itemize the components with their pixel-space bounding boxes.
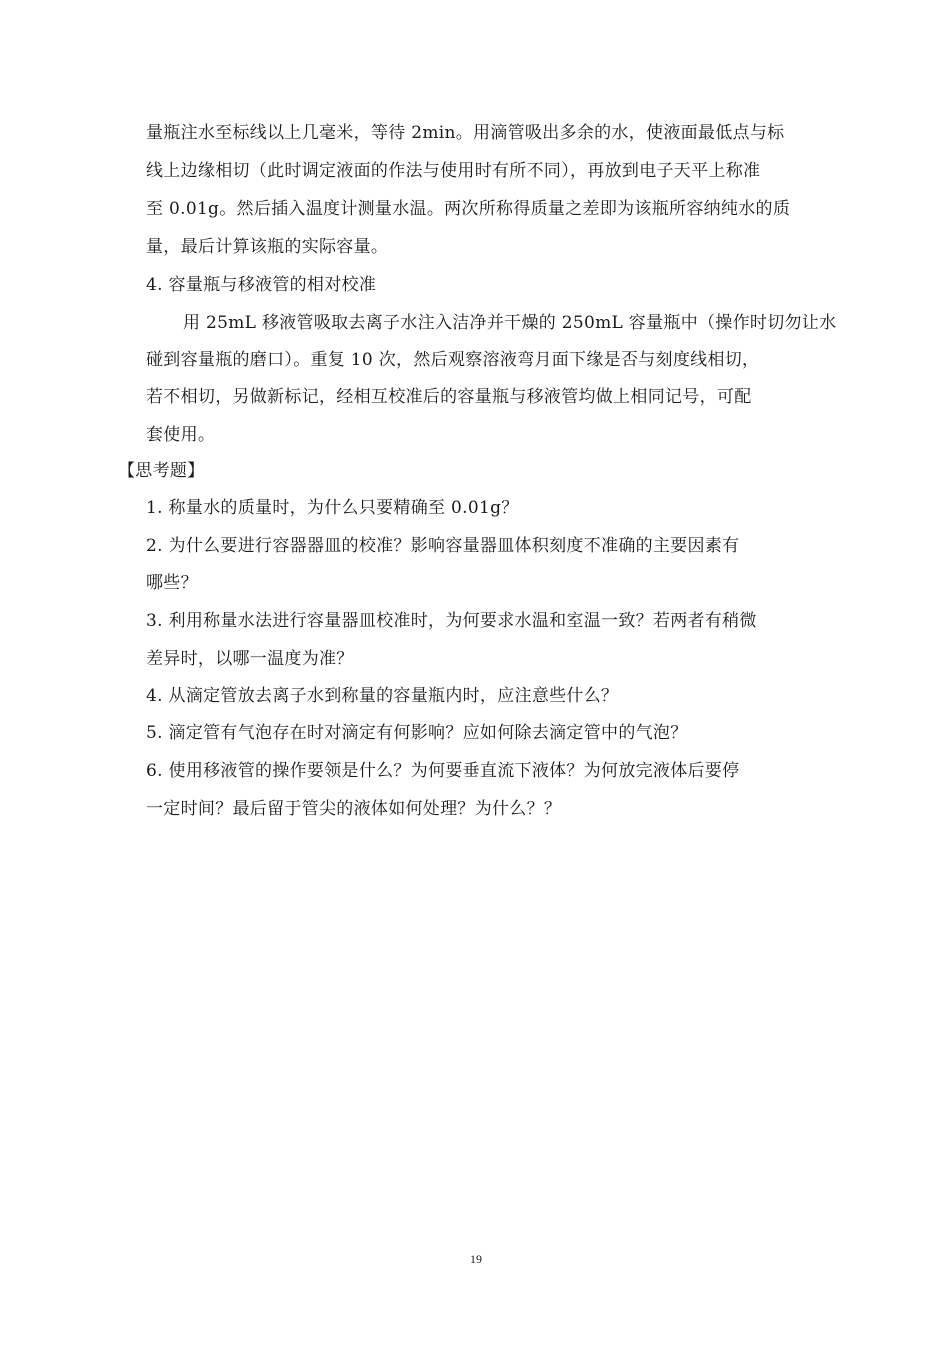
question-line: 1. 称量水的质量时，为什么只要精确至 0.01g？ [146,498,519,518]
paragraph-line: 碰到容量瓶的磨口）。重复 10 次，然后观察溶液弯月面下缘是否与刻度线相切， [146,350,760,370]
paragraph-line: 线上边缘相切（此时调定液面的作法与使用时有所不同），再放到电子天平上称准 [146,161,761,181]
paragraph-line: 若不相切，另做新标记，经相互校准后的容量瓶与移液管均做上相同记号，可配 [146,387,752,407]
question-line: 哪些？ [146,573,198,593]
question-line: 5. 滴定管有气泡存在时对滴定有何影响？应如何除去滴定管中的气泡？ [146,723,688,743]
page-number: 19 [470,1252,482,1266]
paragraph-line: 量瓶注水至标线以上几毫米，等待 2min。用滴管吸出多余的水，使液面最低点与标 [146,123,785,143]
section-title: 4. 容量瓶与移液管的相对校准 [146,275,377,295]
questions-heading: 【思考题】 [118,461,205,481]
question-line: 2. 为什么要进行容器器皿的校准？影响容量器皿体积刻度不准确的主要因素有 [146,536,740,556]
question-line: 差异时，以哪一温度为准？ [146,649,354,669]
paragraph-line: 量，最后计算该瓶的实际容量。 [146,237,389,257]
paragraph-line: 至 0.01g。然后插入温度计测量水温。两次所称得质量之差即为该瓶所容纳纯水的质 [146,199,791,219]
paragraph-line: 用 25mL 移液管吸取去离子水注入洁净并干燥的 250mL 容量瓶中（操作时切勿让水 [183,313,837,333]
paragraph-line: 套使用。 [146,425,216,445]
question-line: 一定时间？最后留于管尖的液体如何处理？为什么？？ [146,799,562,819]
question-line: 3. 利用称量水法进行容量器皿校准时，为何要求水温和室温一致？若两者有稍微 [146,611,757,631]
question-line: 4. 从滴定管放去离子水到称量的容量瓶内时，应注意些什么？ [146,686,619,706]
question-line: 6. 使用移液管的操作要领是什么？为何要垂直流下液体？为何放完液体后要停 [146,761,740,781]
